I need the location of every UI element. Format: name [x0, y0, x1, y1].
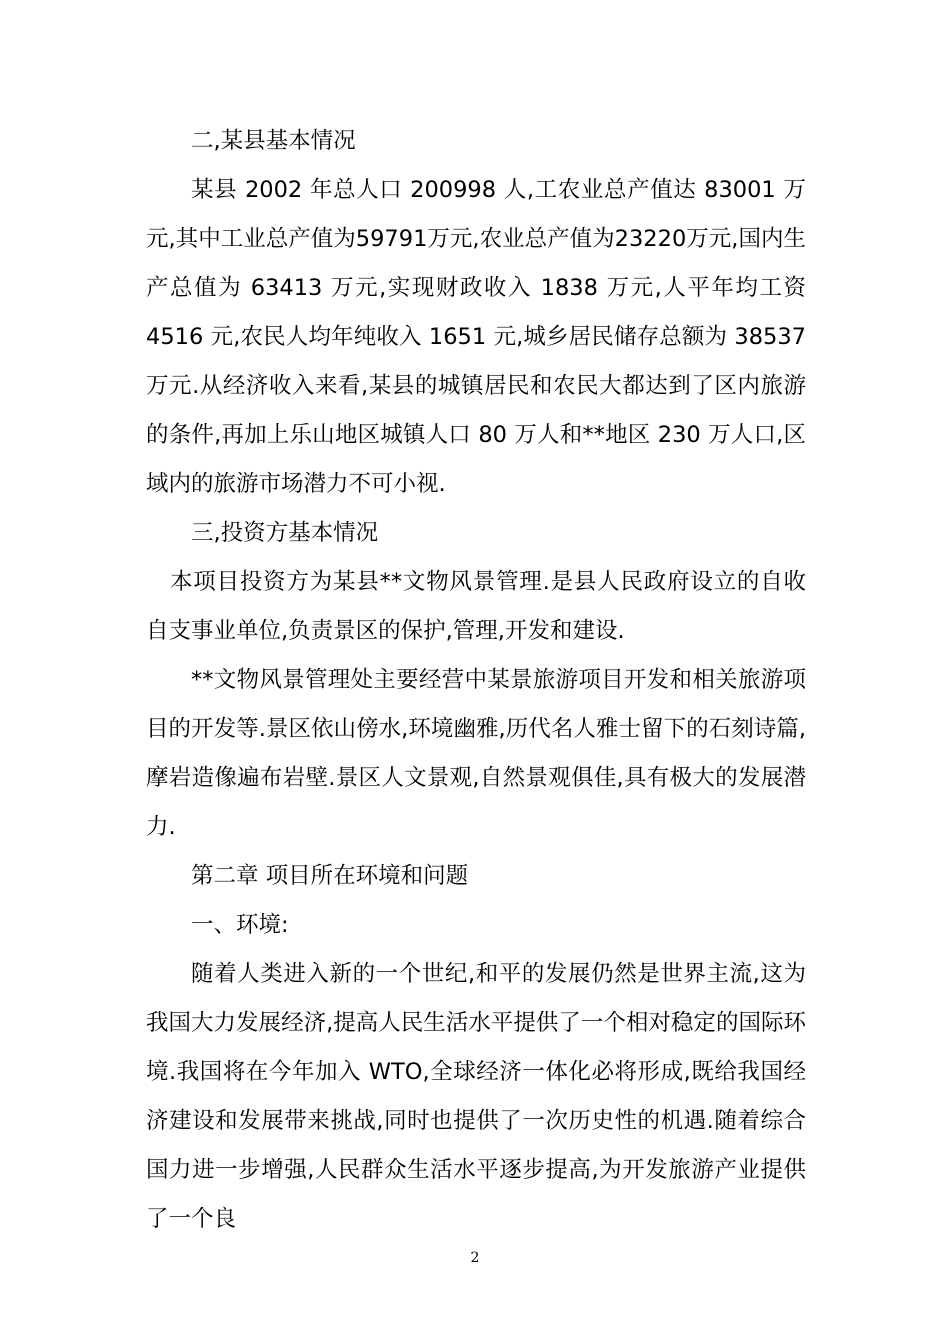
paragraph-investor-description: 本项目投资方为某县**文物风景管理.是县人民政府设立的自收自支事业单位,负责景区的保护,管理,开发和建设. — [146, 569, 806, 644]
paragraph-scenic-management: **文物风景管理处主要经营中某景旅游项目开发和相关旅游项目的开发等.景区依山傍水,环境幽雅,历代名人雅士留下的石刻诗篇,摩岩造像遍布岩壁.景区人文景观,自然景观俱佳,具有极大的发展潜力. — [146, 667, 806, 840]
section-heading-county-overview: 二,某县基本情况 — [191, 128, 356, 154]
subsection-heading-environment: 一、环境: — [191, 912, 289, 938]
paragraph-county-economy: 某县 2002 年总人口 200998 人,工农业总产值达 83001 万元,其中工业总产值为59791万元,农业总产值为23220万元,国内生产总值为 63413 万元,实现财政收入 1838 万元,人平年均工资 4516 元,农民人均年纯收入 1651 元,城乡居民储存总额为 38537 万元.从经济收入来看,某县的城镇居民和农民大都达到了区内旅游的条件,再加上乐山地区城镇人口 80 万人和**地区 230 万人口,区域内的旅游市场潜力不可小视. — [146, 177, 806, 497]
section-heading-investor-overview: 三,投资方基本情况 — [191, 520, 379, 546]
page-number: 2 — [470, 1250, 480, 1266]
document-body — [146, 117, 806, 1244]
paragraph-environment: 随着人类进入新的一个世纪,和平的发展仍然是世界主流,这为我国大力发展经济,提高人民生活水平提供了一个相对稳定的国际环境.我国将在今年加入 WTO,全球经济一体化必将形成,既给我国经济建设和发展带来挑战,同时也提供了一次历史性的机遇.随着综合国力进一步增强,人民群众生活水平逐步提高,为开发旅游产业提供了一个良 — [146, 961, 806, 1232]
chapter-heading: 第二章 项目所在环境和问题 — [191, 863, 469, 889]
